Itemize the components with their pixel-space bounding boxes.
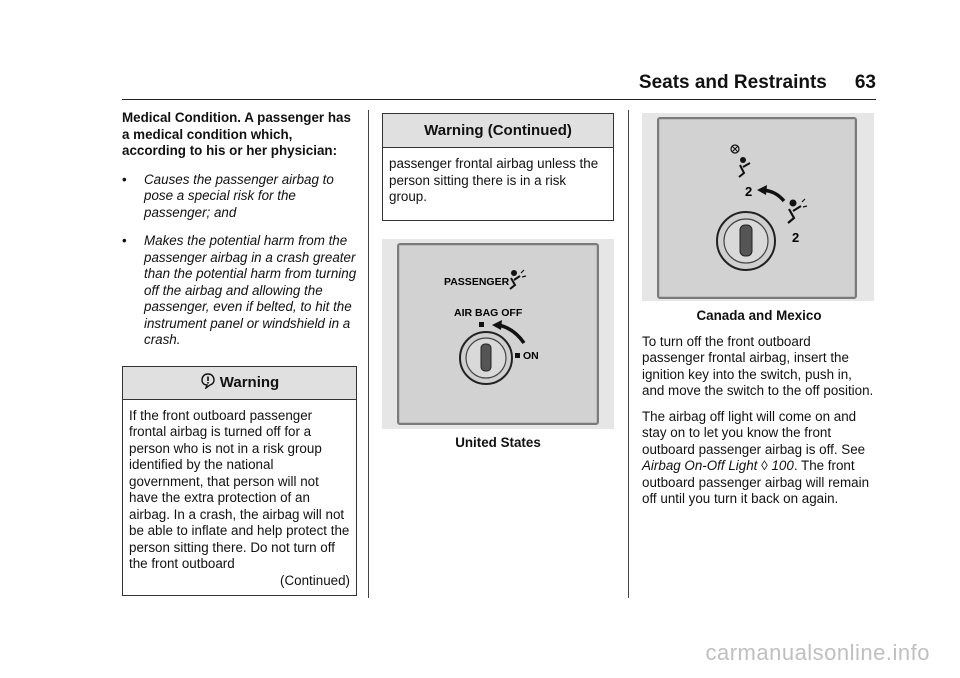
- warning-continued-box: [382, 113, 614, 221]
- bullet-text: Causes the passenger airbag to pose a special risk for the passenger; and: [144, 171, 334, 220]
- column-right: [642, 110, 876, 508]
- section-heading: [639, 72, 876, 94]
- bullet-text: Makes the potential harm from the passenger airbag in a crash greater than the potential harm from turning off the airbag and allowing the passenger, even if belted, to hit the instrument panel or windshield in a crash.: [144, 233, 357, 347]
- header-rule: [122, 99, 876, 100]
- bullet-item: [122, 233, 357, 349]
- airbag-off-label: AIR BAG OFF: [454, 306, 523, 319]
- column-left: [122, 110, 357, 596]
- airbag-light-reference: Airbag On-Off Light: [642, 458, 758, 473]
- page-ref-symbol: ◊: [761, 458, 768, 473]
- warning-continued-text: passenger frontal airbag unless the person sitting there is in a risk group.: [389, 156, 599, 204]
- airbag-switch-diagram-ca: [642, 113, 874, 301]
- medical-condition-intro: Medical Condition. A passenger has a medical condition which, according to his or her physician:: [122, 110, 351, 158]
- figure-caption-ca: Canada and Mexico: [696, 308, 822, 323]
- on-indicator: [515, 353, 520, 358]
- warning-header: [123, 367, 356, 400]
- column-divider-left: [368, 110, 369, 598]
- label-2-top: 2: [745, 184, 753, 199]
- warning-title: Warning: [219, 373, 280, 391]
- warning-continued-header: Warning (Continued): [383, 114, 613, 148]
- bullet-mark: •: [122, 233, 127, 248]
- site-watermark: carmanualsonline.info: [705, 640, 930, 665]
- figure-united-states: [382, 239, 614, 429]
- page-header: [122, 72, 876, 102]
- warning-box: [122, 366, 357, 597]
- key-switch: [460, 332, 512, 384]
- figure-canada-mexico: [642, 113, 874, 301]
- warning-body: [123, 400, 356, 596]
- bullet-item: [122, 172, 357, 222]
- figure-caption-us: United States: [455, 434, 541, 450]
- section-title: Seats and Restraints: [638, 72, 827, 93]
- airbag-off-icon: [731, 145, 750, 177]
- warning-icon: [200, 372, 216, 389]
- passenger-label: PASSENGER: [444, 275, 510, 288]
- airbag-on-icon: [788, 199, 807, 223]
- off-indicator: [479, 322, 484, 327]
- column-divider-right: [628, 110, 629, 598]
- on-label: ON: [523, 349, 539, 362]
- warning-continued-body: [383, 148, 613, 220]
- key-switch: [717, 212, 775, 270]
- label-2-bottom: 2: [792, 230, 800, 245]
- page-ref-number: 100: [771, 458, 794, 473]
- rotate-arrowhead: [492, 320, 502, 330]
- airbag-light-paragraph: [642, 409, 876, 508]
- airbag-switch-diagram-us: [382, 239, 614, 429]
- warning-text: If the front outboard passenger frontal airbag is turned off for a person who is not in a risk group identified by the national government, that person will not have the extra protection of an airbag. In a crash, the airbag will not be able to inflate and help protect the person sitting there. Do not turn off the front outboard: [129, 407, 350, 571]
- passenger-airbag-icon: [510, 270, 526, 289]
- bullet-mark: •: [122, 171, 127, 187]
- column-middle: [382, 110, 614, 451]
- instruction-paragraph: To turn off the front outboard passenger frontal airbag, insert the ignition key into the switch, push in, and move the switch to the off position.: [642, 333, 874, 398]
- airbag-light-text: The airbag off light will come on and stay on to let you know the front outboard passenger airbag is off. See: [642, 408, 866, 457]
- warning-continued: (Continued): [280, 572, 350, 588]
- rotate-arrowhead: [757, 185, 767, 195]
- page-number: 63: [854, 72, 876, 93]
- airbag-light-text-end: . The front outboard passenger airbag will remain off until you turn it back on again.: [642, 458, 870, 506]
